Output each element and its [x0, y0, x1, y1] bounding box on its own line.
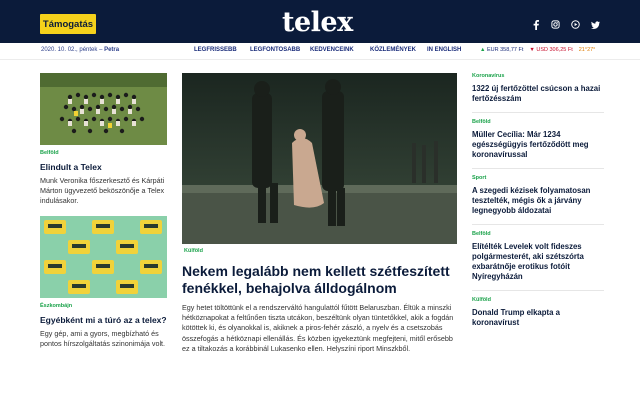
hero-image-police-detain[interactable]	[182, 73, 457, 244]
instagram-icon[interactable]	[551, 20, 560, 29]
site-logo[interactable]: telex	[282, 7, 353, 38]
nameday: Petra	[104, 47, 120, 53]
right-column	[472, 73, 604, 342]
article-tag[interactable]: Külföld	[472, 297, 491, 303]
nav-item-kedvenceink[interactable]: KEDVENCEINK	[310, 47, 354, 53]
article-title[interactable]: A szegedi kézisek folyamatosan tesztelték, mégis ők a járvány legnegyobb áldozatai	[472, 186, 591, 215]
separator: –	[99, 47, 105, 53]
nav-bar	[0, 43, 640, 60]
article-image-staff-photo[interactable]	[40, 73, 167, 145]
nav-item-legfrissebb[interactable]: LEGFRISSEBB	[194, 47, 237, 53]
list-item[interactable]	[472, 297, 604, 336]
article-tag[interactable]: Sport	[472, 175, 487, 181]
article-lead: Munk Veronika főszerkesztő és Kárpáti Márton ügyvezető beköszönője a Telex indulásakor.	[40, 176, 165, 205]
left-column	[40, 73, 167, 349]
article-tag[interactable]: Koronavírus	[472, 73, 505, 79]
nav-item-legfontosabb[interactable]: LEGFONTOSABB	[250, 47, 301, 53]
main-nav	[194, 47, 477, 53]
article-title[interactable]: Donald Trump elkapta a koronavírust	[472, 308, 560, 327]
article-lead: Egy gép, ami a gyors, megbízható és pontos hírszolgáltatás szinonimája volt.	[40, 329, 166, 348]
site-header	[0, 0, 640, 43]
main-article	[182, 73, 457, 354]
list-item[interactable]	[472, 175, 604, 225]
article-title[interactable]: Elindult a Telex	[40, 162, 102, 172]
article-title[interactable]: Elítélték Levelek volt fideszes polgármesterét, aki szétszórta exbarátnője erotikus fotóit Nyíregyházán	[472, 242, 584, 281]
article-tag[interactable]: Belföld	[40, 150, 59, 156]
social-links	[531, 20, 600, 29]
list-item[interactable]	[472, 119, 604, 169]
twitter-icon[interactable]	[591, 20, 600, 29]
current-date: 2020. 10. 02., péntek	[41, 47, 98, 53]
article-tag[interactable]: Belföld	[472, 231, 491, 237]
list-item[interactable]	[472, 231, 604, 291]
usd-rate: ▼ USD 306,25 Ft	[529, 47, 573, 53]
main-article-lead: Egy hetet töltöttünk el a rendszerváltó hangulattól fűtött Belaruszban. Éltük a minszki hétköznapokat a feltűnően tiszta utcákon, beszéltünk olyan tüntetőkkel, akik a fogdán kötöttek ki, és olyanokkal is, akiknek a piros-fehér zászló, a nyelv és a csetszobás összefogás a hétköznapi ellenállás. És közben igyekeztünk megfejteni, mitől erősebb ez a tiltakozás a korábbinál Lukasenko ellen. Helyszíni riport Minszkből.	[182, 303, 454, 353]
list-item[interactable]	[472, 73, 604, 113]
eur-rate: ▲ EUR 358,77 Ft	[480, 47, 524, 53]
nav-item-kozlemenyek[interactable]: KÖZLEMÉNYEK	[370, 47, 417, 53]
nav-item-in-english[interactable]: IN ENGLISH	[427, 47, 462, 53]
support-button[interactable]: Támogatás	[40, 14, 96, 34]
article-image-telex-machine[interactable]	[40, 216, 167, 298]
article-tag[interactable]: Észkombájn	[40, 303, 73, 309]
currency-weather	[480, 47, 595, 53]
facebook-icon[interactable]	[531, 20, 540, 29]
article-title[interactable]: Müller Cecília: Már 1234 egészségügyis fertőződött meg koronavírussal	[472, 130, 589, 159]
weather: 21°27°	[578, 47, 596, 53]
video-icon[interactable]	[571, 20, 580, 29]
article-title[interactable]: 1322 új fertőzöttel csúcson a hazai fertőzésszám	[472, 84, 601, 103]
article-tag[interactable]: Külföld	[181, 247, 206, 255]
date-nameday	[41, 47, 119, 53]
article-title[interactable]: Egyébként mi a túró az a telex?	[40, 315, 167, 325]
main-article-title[interactable]: Nekem legalább nem kellett szétfeszített fenékkel, behajolva álldogálnom	[182, 263, 450, 296]
article-tag[interactable]: Belföld	[472, 119, 491, 125]
